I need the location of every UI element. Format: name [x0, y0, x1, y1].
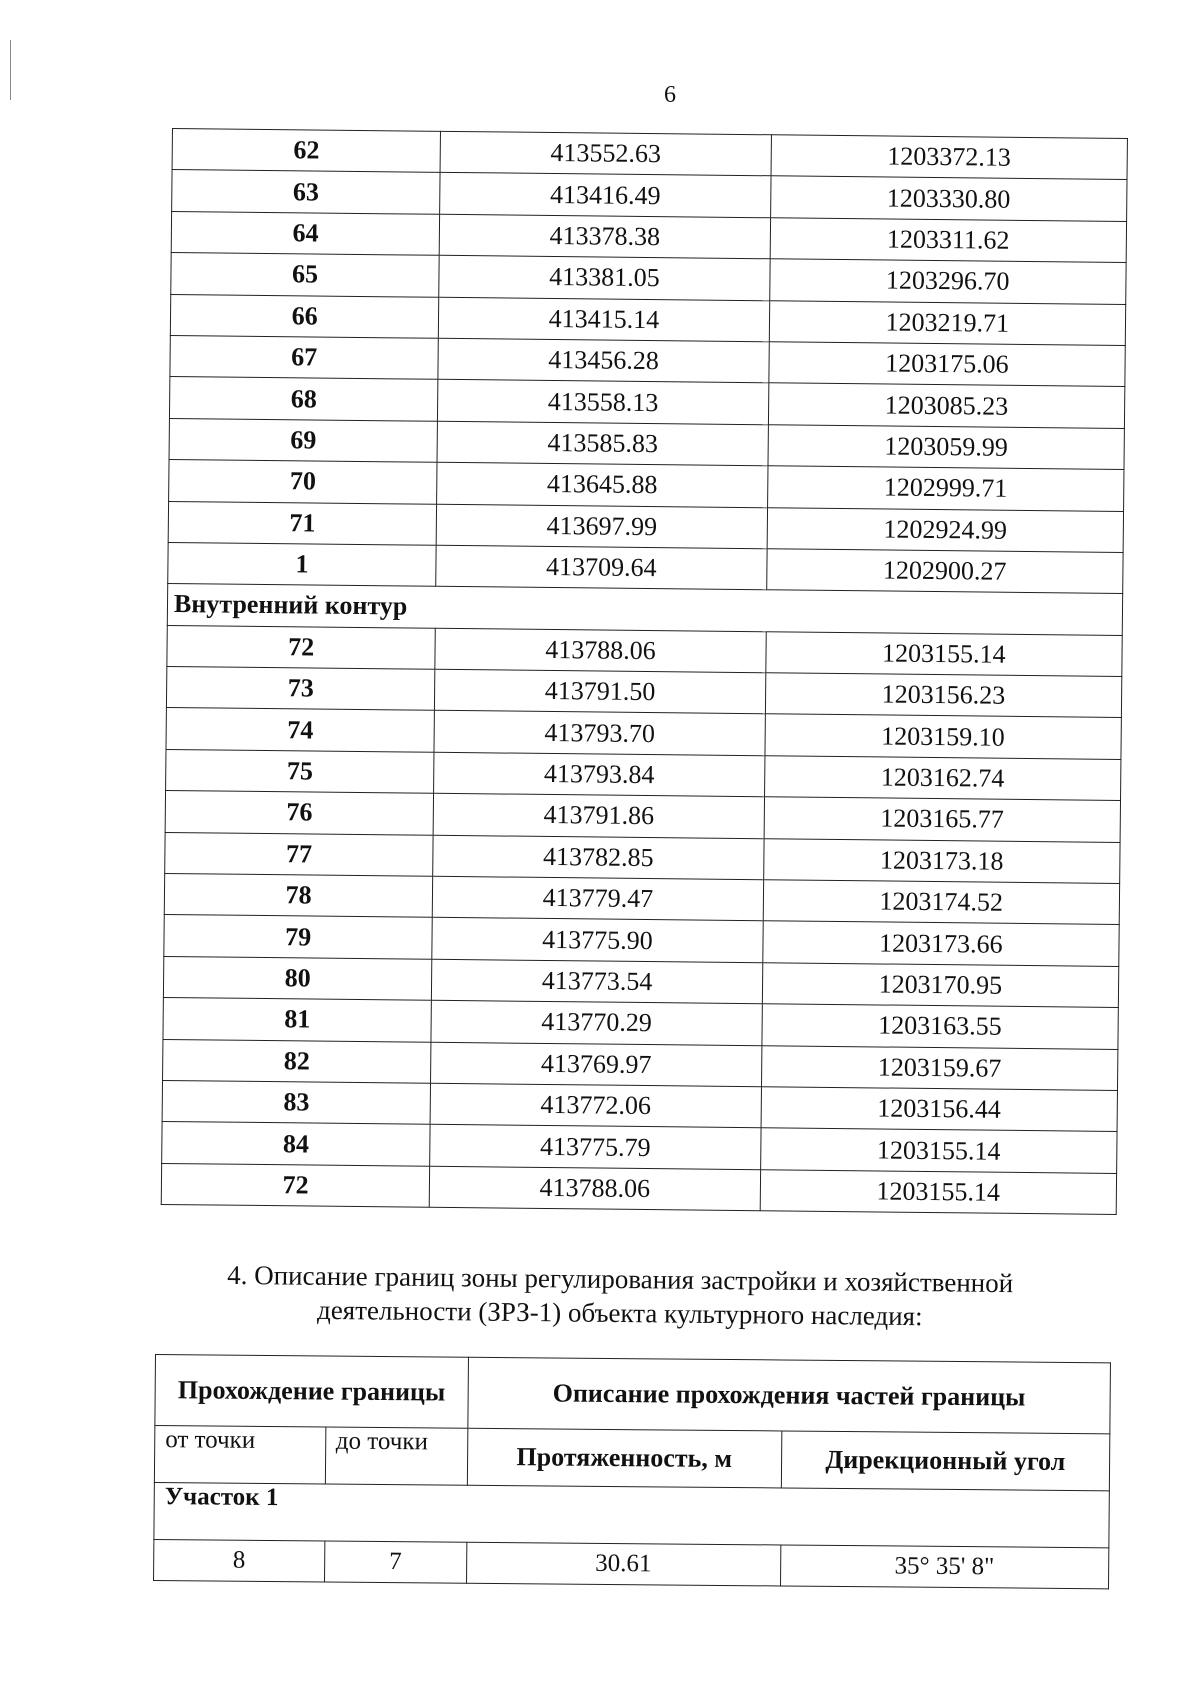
point-number-cell: 66: [170, 294, 439, 338]
x-coordinate-cell: 413415.14: [439, 297, 770, 342]
to-point-cell: 7: [324, 1541, 467, 1583]
x-coordinate-cell: 413709.64: [436, 545, 767, 590]
point-number-cell: 65: [171, 253, 440, 297]
x-coordinate-cell: 413775.79: [430, 1125, 761, 1170]
y-coordinate-cell: 1203085.23: [768, 383, 1125, 428]
point-number-cell: 69: [169, 418, 438, 462]
coordinate-row: [161, 1163, 1116, 1214]
y-coordinate-cell: 1203174.52: [763, 880, 1120, 925]
point-number-cell: 68: [169, 377, 438, 421]
point-number-cell: 1: [168, 542, 437, 586]
x-coordinate-cell: 413552.63: [440, 131, 771, 176]
x-coordinate-cell: 413558.13: [438, 380, 769, 425]
x-coordinate-cell: 413791.86: [433, 794, 764, 839]
y-coordinate-cell: 1203155.14: [760, 1169, 1117, 1214]
point-number-cell: 73: [166, 667, 435, 711]
x-coordinate-cell: 413788.06: [430, 1166, 761, 1211]
point-number-cell: 82: [163, 1039, 432, 1083]
x-coordinate-cell: 413782.85: [433, 835, 764, 880]
y-coordinate-cell: 1203173.18: [763, 838, 1120, 883]
point-number-cell: 63: [172, 170, 441, 214]
boundary-description-table: [153, 1354, 1111, 1589]
angle-cell: 35° 35' 8": [780, 1545, 1109, 1589]
point-number-cell: 74: [166, 708, 435, 752]
x-coordinate-cell: 413770.29: [431, 1000, 762, 1045]
x-coordinate-cell: 413378.38: [439, 214, 770, 259]
x-coordinate-cell: 413773.54: [432, 959, 763, 1004]
y-coordinate-cell: 1202900.27: [766, 549, 1123, 594]
point-number-cell: 72: [161, 1163, 430, 1207]
length-cell: 30.61: [466, 1542, 780, 1586]
y-coordinate-cell: 1203159.10: [765, 714, 1122, 759]
x-coordinate-cell: 413769.97: [431, 1042, 762, 1087]
x-coordinate-cell: 413775.90: [432, 918, 763, 963]
header-length: Протяженность, м: [467, 1428, 781, 1488]
boundary-header-row-2: [154, 1426, 1109, 1491]
boundary-row: [154, 1539, 1109, 1588]
x-coordinate-cell: 413645.88: [437, 462, 768, 507]
y-coordinate-cell: 1203155.14: [760, 1128, 1117, 1173]
y-coordinate-cell: 1203156.23: [765, 673, 1122, 718]
boundary-section-row: [154, 1482, 1109, 1547]
x-coordinate-cell: 413456.28: [438, 338, 769, 383]
x-coordinate-cell: 413779.47: [433, 876, 764, 921]
header-from-point: от точки: [154, 1426, 325, 1484]
y-coordinate-cell: 1203330.80: [770, 176, 1127, 221]
x-coordinate-cell: 413791.50: [435, 669, 766, 714]
y-coordinate-cell: 1203162.74: [764, 756, 1121, 801]
point-number-cell: 72: [167, 625, 436, 669]
point-number-cell: 84: [162, 1122, 431, 1166]
x-coordinate-cell: 413788.06: [435, 628, 766, 673]
coordinates-table-body: [161, 129, 1127, 1215]
y-coordinate-cell: 1203059.99: [768, 424, 1125, 469]
y-coordinate-cell: 1203163.55: [762, 1004, 1119, 1049]
y-coordinate-cell: 1203296.70: [769, 259, 1126, 304]
y-coordinate-cell: 1202924.99: [767, 507, 1124, 552]
point-number-cell: 78: [164, 873, 433, 917]
x-coordinate-cell: 413416.49: [440, 173, 771, 218]
y-coordinate-cell: 1203156.44: [761, 1087, 1118, 1132]
y-coordinate-cell: 1203173.66: [762, 921, 1119, 966]
section-label-plot-1: Участок 1: [154, 1482, 1109, 1547]
header-description: Описание прохождения частей границы: [468, 1357, 1111, 1434]
x-coordinate-cell: 413697.99: [436, 504, 767, 549]
section-4-title-line-1: 4. Описание границ зоны регулирования застройки и хозяйственной: [227, 1259, 1014, 1299]
y-coordinate-cell: 1203170.95: [762, 963, 1119, 1008]
header-angle: Дирекционный угол: [781, 1431, 1110, 1491]
page-number: 6: [664, 82, 676, 108]
y-coordinate-cell: 1203159.67: [761, 1045, 1118, 1090]
y-coordinate-cell: 1203165.77: [764, 797, 1121, 842]
header-passage: Прохождение границы: [155, 1355, 468, 1429]
section-4-title: [160, 1257, 1081, 1335]
y-coordinate-cell: 1203219.71: [769, 300, 1126, 345]
point-number-cell: 64: [171, 211, 440, 255]
from-point-cell: 8: [154, 1539, 325, 1581]
point-number-cell: 62: [172, 129, 441, 173]
point-number-cell: 76: [165, 791, 434, 835]
point-number-cell: 80: [163, 956, 432, 1000]
y-coordinate-cell: 1203372.13: [771, 135, 1128, 180]
y-coordinate-cell: 1203311.62: [770, 218, 1127, 263]
y-coordinate-cell: 1203155.14: [765, 631, 1122, 676]
y-coordinate-cell: 1202999.71: [767, 466, 1124, 511]
boundary-header-row-1: [155, 1355, 1111, 1434]
point-number-cell: 77: [165, 832, 434, 876]
point-number-cell: 81: [163, 998, 432, 1042]
point-number-cell: 83: [162, 1080, 431, 1124]
x-coordinate-cell: 413793.84: [434, 752, 765, 797]
point-number-cell: 75: [166, 749, 435, 793]
x-coordinate-cell: 413772.06: [430, 1083, 761, 1128]
x-coordinate-cell: 413381.05: [439, 255, 770, 300]
inner-contour-label: Внутренний контур: [167, 584, 1122, 635]
x-coordinate-cell: 413793.70: [434, 711, 765, 756]
point-number-cell: 71: [168, 501, 437, 545]
header-to-point: до точки: [325, 1427, 468, 1485]
point-number-cell: 67: [170, 335, 439, 379]
point-number-cell: 70: [169, 460, 438, 504]
x-coordinate-cell: 413585.83: [437, 421, 768, 466]
section-4-title-line-2: деятельности (ЗРЗ-1) объекта культурного наследия:: [316, 1294, 923, 1332]
point-number-cell: 79: [164, 915, 433, 959]
y-coordinate-cell: 1203175.06: [769, 342, 1126, 387]
boundary-table-body: [154, 1355, 1111, 1589]
coordinates-table: [161, 128, 1128, 1215]
